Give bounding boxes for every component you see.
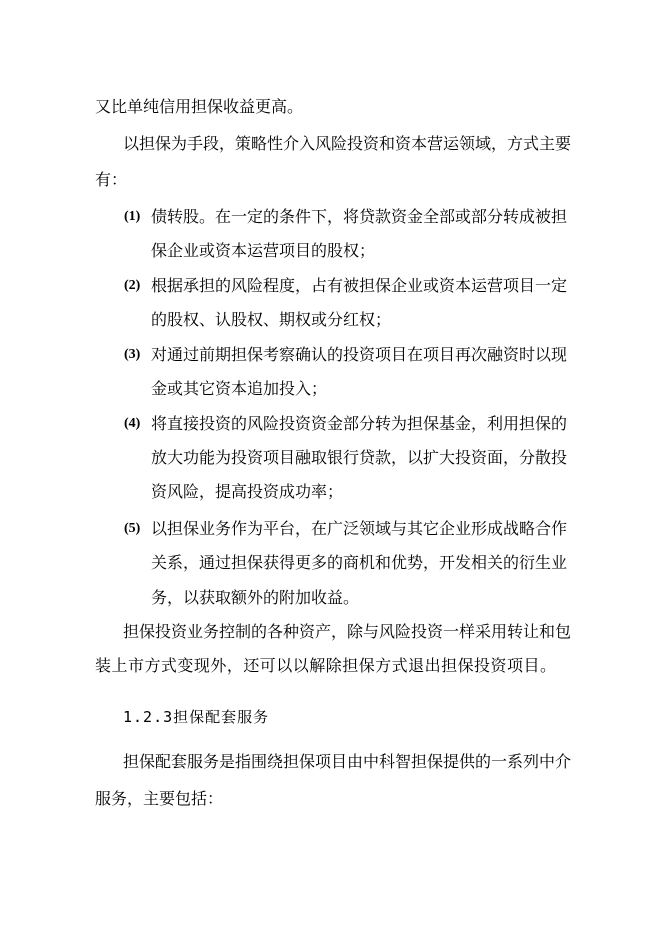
list-item-line: 金或其它资本追加投入； <box>151 379 328 398</box>
means-paragraph-line-1: 以担保为手段，策略性介入风险投资和资本营运领域，方式主要 <box>123 134 572 153</box>
intro-tail-line: 又比单纯信用担保收益更高。 <box>95 97 304 116</box>
list-item-number: (5) <box>124 521 141 536</box>
service-paragraph-line-2: 服务，主要包括： <box>95 789 224 808</box>
list-item-line: 对通过前期担保考察确认的投资项目在项目再次融资时以现 <box>151 345 568 364</box>
list-item-line: 的股权、认股权、期权或分红权； <box>151 310 392 329</box>
list-item-line: 将直接投资的风险投资资金部分转为担保基金，利用担保的 <box>151 414 568 433</box>
list-item-line: 以担保业务作为平台，在广泛领域与其它企业形成战略合作 <box>151 519 568 538</box>
list-item-line: 务，以获取额外的附加收益。 <box>151 588 360 607</box>
control-paragraph-line-1: 担保投资业务控制的各种资产，除与风险投资一样采用转让和包 <box>123 622 572 641</box>
list-item-line: 根据承担的风险程度，占有被担保企业或资本运营项目一定 <box>151 276 568 295</box>
control-paragraph-line-2: 装上市方式变现外，还可以以解除担保方式退出担保投资项目。 <box>95 656 556 675</box>
list-item-line: 资风险，提高投资成功率； <box>151 482 344 501</box>
means-paragraph-line-2: 有： <box>95 170 128 189</box>
list-item-number: (4) <box>124 416 141 431</box>
service-paragraph-line-1: 担保配套服务是指围绕担保项目由中科智担保提供的一系列中介 <box>123 752 572 771</box>
list-item-number: (1) <box>124 209 141 224</box>
list-item-line: 关系，通过担保获得更多的商机和优势，开发相关的衍生业 <box>151 553 568 572</box>
list-item-line: 放大功能为投资项目融取银行贷款，以扩大投资面，分散投 <box>151 448 568 467</box>
list-item-number: (3) <box>124 347 141 362</box>
list-item-line: 保企业或资本运营项目的股权； <box>151 241 376 260</box>
section-heading: 1.2.3担保配套服务 <box>123 708 270 726</box>
list-item-number: (2) <box>124 278 141 293</box>
list-item-line: 债转股。在一定的条件下，将贷款资金全部或部分转成被担 <box>151 207 568 226</box>
